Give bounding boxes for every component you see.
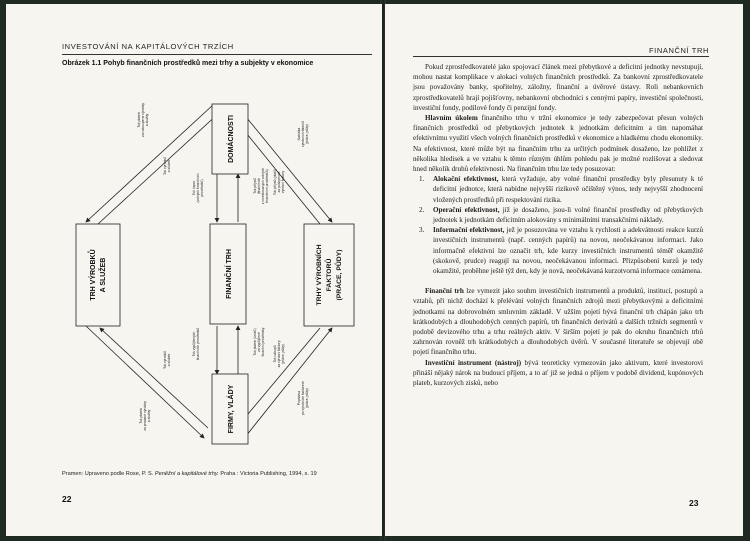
- source-suffix: Praha : Victoria Publishing, 1994, s. 19: [218, 471, 317, 477]
- list-term: Informační efektivnost,: [433, 226, 505, 235]
- term-instrument: Investiční instrument (nástroj): [425, 358, 522, 367]
- flow-label-line: a služby: [145, 113, 149, 127]
- flow-label-br-inner: [273, 340, 285, 367]
- flow-label-bl-inner: [163, 351, 171, 369]
- figure-title: Obrázek 1.1 Pohyb finančních prostředků mezi trhy a subjekty v ekonomice: [62, 60, 314, 67]
- paragraph-financial-market: [413, 286, 703, 357]
- paragraph-main-task: [413, 113, 703, 174]
- figure-source: [62, 471, 362, 477]
- label-households: DOMÁCNOSTI: [228, 115, 235, 163]
- label-goods-market-1: TRH VÝROBKŮ: [90, 249, 97, 301]
- running-head: FINANČNÍ TRH: [649, 46, 709, 55]
- left-page: [6, 4, 382, 536]
- paragraph-intermediaries: Pokud zprostředkovatelé jako spojovací článek mezi přebytkové a deficitní jednotky nevstupují, mohou nastat komplikace v alokaci volných finančních prostředků. Za bankovní zprostředkovatele jsou považovány banky, spořitelny, záložny, finanční a úvěrové ústavy. Roli nebankovních zprostředkovatelů hrají pojišťovny, nebankovní obchodníci s cennými papíry, investiční společnosti, investiční fondy, podílové fondy či penzijní fondy.: [413, 63, 703, 112]
- term-main-task: Hlavním úkolem: [425, 114, 478, 123]
- flow-label-line: Nabídka: [297, 127, 301, 141]
- list-text: která vyžaduje, aby volné finanční prostředky byly přesunuty k té deficitní jednotce, která nabídne nejvyšší rizikově očištěný výnos, tedy nejvyšší zhodnocení vložených prostředků při respektování rizika.: [433, 175, 703, 204]
- flow-diagram: [62, 76, 362, 468]
- header-rule: [62, 54, 372, 55]
- flow-label-line: Tok příjmů: [253, 178, 257, 194]
- arrow-tl-outer: [86, 104, 214, 222]
- list-number: 1.: [419, 175, 425, 184]
- flow-label-line: po výrobních faktorech: [301, 380, 305, 416]
- paragraph-financial-market-text: lze vymezit jako souhrn investičních instrumentů a produktů, institucí, postupů a vztahů, při nichž dochází k přelévání volných finančních zdrojů mezi přebytkovými a deficitními jednotkami na dobrovolném smluvním základě. V užším pojetí bývá finanční trh chápán jako trh krátkodobých a dlouhodobých cenných papírů, trh finančních derivátů a dalších tržních segmentů v podobě devizového trhu a trhu reálných aktiv. V širším pojetí je pak do okruhu finančních trhů zahrnován rovněž trh krátkodobých a dlouhodobých úvěrů. V současné literatuře se objevují obě pojetí finančního trhu.: [413, 287, 703, 357]
- flow-label-line: (práce, půdy): [281, 344, 285, 364]
- flow-label-line: (práce, půdy): [305, 124, 309, 144]
- list-item: [419, 225, 704, 276]
- source-title: Peněžní a kapitálové trhy.: [154, 471, 219, 477]
- page-number-left: 22: [62, 494, 72, 504]
- flow-label-line: Tok vypůjčených: [192, 331, 196, 357]
- flow-label-line: Tok výrobků: [163, 156, 167, 176]
- page-number-right: 23: [689, 498, 699, 508]
- flow-label-line: za vypůjčené: [257, 332, 261, 352]
- flow-label-line: Tok nákupů: [273, 345, 277, 363]
- list-number: 3.: [419, 226, 425, 235]
- flow-label-tl-inner: [163, 157, 171, 175]
- arrow-tr-outer: [242, 112, 332, 222]
- label-factor-markets-1: TRHY VÝROBNÍCH: [316, 244, 323, 306]
- flow-label-line: (práce, půdy): [305, 388, 309, 408]
- flow-label-top-center-b: [253, 168, 269, 205]
- label-factor-markets-3: (PRÁCE, PŮDY): [336, 249, 343, 301]
- list-term: Operační efektivnost,: [433, 205, 500, 214]
- box-goods-market: [76, 224, 120, 326]
- flow-label-bottom-center-b: [253, 327, 265, 356]
- arrow-tl-inner: [98, 112, 220, 224]
- list-number: 2.: [419, 205, 425, 214]
- running-head: INVESTOVÁNÍ NA KAPITÁLOVÝCH TRZÍCH: [62, 42, 234, 51]
- efficiency-list: [413, 174, 703, 276]
- paragraph-instrument: [413, 358, 703, 389]
- right-page: [385, 4, 743, 536]
- flow-label-tl-outer: [137, 103, 149, 137]
- flow-label-bl-outer: [139, 401, 151, 431]
- body-text: [413, 62, 703, 388]
- flow-label-line: a služby: [147, 409, 151, 423]
- flow-label-bottom-center-a: [192, 328, 200, 361]
- flow-label-line: finančních prostředků: [196, 327, 200, 361]
- flow-label-line: Poptávka: [297, 390, 301, 406]
- flow-label-line: a služeb: [167, 353, 171, 367]
- flow-label-line: Tok plateb: [139, 408, 143, 424]
- flow-label-tr-inner: [273, 169, 285, 195]
- label-firms: FIRMY, VLÁDY: [228, 384, 235, 434]
- flow-label-line: z investovaných volných: [261, 167, 265, 205]
- source-prefix: Pramen: Upraveno podle Rose, P. S.: [62, 471, 155, 477]
- flow-label-line: za poskytnuté: [277, 171, 281, 193]
- flow-label-line: finanční prostředky: [261, 327, 265, 357]
- header-rule: [413, 56, 709, 57]
- flow-label-top-center-a: [192, 173, 204, 202]
- list-item: [419, 174, 703, 205]
- flow-label-line: Tok plateb (úroků): [253, 328, 257, 356]
- flow-label-line: výrobních faktorů: [301, 120, 305, 148]
- paragraph-instrument-text: bývá teoreticky vymezován jako aktivum, které investorovi přináší nějaký nárok na budoucí příjem, a to ať již se jedná o příjem v podobě dividend, kupónových plateb, kurzových zisků, nebo: [413, 358, 704, 388]
- paragraph-main-task-text: finančního trhu v tržní ekonomice je tedy zabezpečovat přesun volných finančních prostředků od přebytkových jednotek k jednotkám deficitním a tím napomáhat efektivnímu využití všech volných finančních prostředků v ekonomice a hladkému chodu ekonomiky. Na efektivnost, které může být na finančním trhu za určitých podmínek dosaženo, lze pohlížet z několika hledisek a ve vztahu k těmto různým úhlům pohledu pak je možné rozlišovat a sledovat hned několik druhů efektivnosti. Na finančním trhu lze tedy posuzovat:: [413, 114, 703, 174]
- flow-label-line: (volných finančních: [196, 173, 200, 203]
- flow-label-line: za prodané výrobky: [143, 401, 147, 431]
- flow-label-line: prostředků): [200, 179, 204, 197]
- label-factor-markets-2: FAKTORŮ: [326, 258, 333, 292]
- flow-label-line: za nakoupené výrobky: [141, 103, 145, 137]
- flow-label-line: výrobní faktory: [281, 170, 285, 194]
- flow-label-line: a služeb: [167, 159, 171, 173]
- flow-label-line: finančních prostředků): [265, 169, 269, 203]
- flow-label-line: Tok plateb: [137, 112, 141, 128]
- flow-label-line: Tok úspor: [192, 180, 196, 196]
- label-financial-market: FINANČNÍ TRH: [226, 249, 233, 299]
- flow-label-br-outer: [297, 381, 309, 415]
- list-item: [419, 205, 703, 225]
- list-text: jíž je dosaženo, jsou-li volné finanční prostředky od přebytkových jednotek k jednotkám deficitním alokovány s minimálními transakčními náklady.: [433, 205, 703, 225]
- list-term: Alokační efektivnost,: [433, 175, 499, 184]
- term-financial-market: Finanční trh: [425, 287, 464, 296]
- flow-label-tr-outer: [297, 121, 309, 147]
- flow-label-line: za výrobní faktory: [277, 340, 281, 368]
- label-goods-market-2: A SLUŽEB: [100, 257, 107, 293]
- flow-label-line: Tok výrobků: [163, 350, 167, 370]
- list-text: jež je posuzována ve vztahu k rychlosti a adekvátnosti reakce kurzů investičních instrumentů (např. cenných papírů) na novou, neočekávanou informaci. Jako informačně efektivní lze označit trh, kde kurzy investičních instrumentů téměř okamžitě (skokově, prudce) reagují na novou, neočekávanou informaci. Přizpůsobení kurzů je tedy okamžité, proběhne ještě týž den, kdy je nová, neočekávaná kurzotvorná informace oznámena.: [433, 226, 704, 276]
- flow-label-line: (finančních: [257, 177, 261, 195]
- flow-label-line: Tok příjmů (platů): [273, 168, 277, 196]
